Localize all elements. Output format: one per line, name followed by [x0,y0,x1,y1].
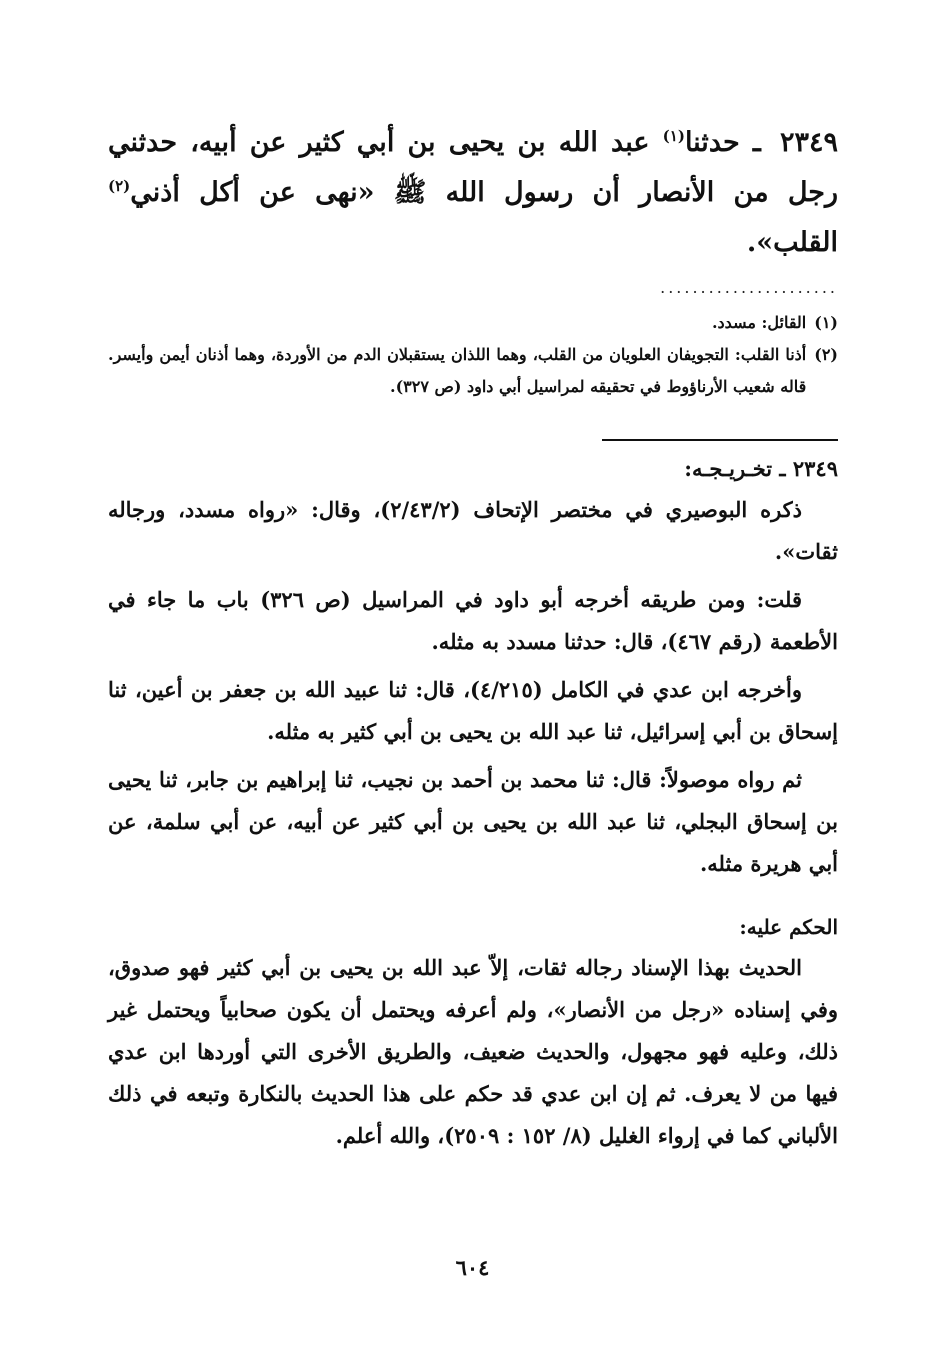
footnote-2 [108,339,838,403]
hadith-text [108,118,838,268]
footnote-ref-2[interactable]: (٢) [108,177,131,195]
hukm-body [108,947,838,1157]
footnote-text: القائل: مسدد. [711,313,807,332]
footnote-number: (١) [814,313,838,332]
hadith-line2-end: القلب». [746,227,838,258]
hadith-line1-end: عبد الله بن يحيى بن أبي كثير عن أبيه، [190,127,663,158]
hukm-title: الحكم عليه: [739,915,838,939]
page-number: ٦٠٤ [455,1255,490,1280]
footnote-1 [108,307,838,339]
hukm-paragraph: الحديث بهذا الإسناد رجاله ثقات، إلاّ عبد الله بن يحيى بن أبي كثير فهو صدوق، وفي إسناده «رجل من الأنصار»، ولم أعرفه ويحتمل أن يكون صحابياً ويحتمل غير ذلك، وعليه فهو مجهول، والحديث ضعيف، والطريق الأخرى التي أوردها ابن عدي فيها من لا يعرف. ثم إن ابن عدي قد حكم على هذا الحديث بالنكارة وتبعه في ذلك الألباني كما في إرواء الغليل (٨/ ١٥٢ : ٢٥٠٩)، والله أعلم. [108,955,838,1148]
takhrij-body [108,489,838,885]
takhrij-paragraph: وأخرجه ابن عدي في الكامل (٤/٢١٥)، قال: ثنا عبيد الله بن جعفر بن أعين، ثنا إسحاق بن أبي إسرائيل، ثنا عبد الله بن يحيى بن أبي كثير به مثله. [108,677,838,744]
footnote-number: (٢) [814,345,838,364]
footnote-separator: ...................... [660,278,838,297]
takhrij-paragraph: ذكره البوصيري في مختصر الإتحاف (٢/٤٣/٢)، وقال: «رواه مسدد، ورجاله ثقات». [108,497,838,564]
hadith-line2-start: حدثني رجل من الأنصار أن رسول الله ﷺ «نهى عن أكل أذني [108,127,838,208]
footnote-ref-1[interactable]: (١) [662,127,685,145]
hadith-line1-start: حدثنا [684,127,740,158]
footnote-text: أذنا القلب: التجويفان العلويان من القلب، وهما اللذان يستقبلان الدم من الأوردة، وهما أذنان أيمن وأيسر. قاله شعيب الأرناؤوط في تحقيقه لمراسيل أبي داود (ص ٣٢٧). [108,345,807,396]
takhrij-title: ٢٣٤٩ ـ تخـريـجـه: [684,456,838,481]
hadith-dash: ـ [752,127,761,158]
footnotes [108,307,838,403]
page-content [108,118,838,1163]
takhrij-paragraph: قلت: ومن طريقه أخرجه أبو داود في المراسيل (ص ٣٢٦) باب ما جاء في الأطعمة (رقم ٤٦٧)، قال: حدثنا مسدد به مثله. [108,587,838,654]
takhrij-paragraph: ثم رواه موصولاً: قال: ثنا محمد بن أحمد بن نجيب، ثنا إبراهيم بن جابر، ثنا يحيى بن إسحاق البجلي، ثنا عبد الله بن يحيى بن أبي كثير عن أبيه، عن أبي سلمة، عن أبي هريرة مثله. [108,767,838,876]
section-rule [602,439,838,441]
hadith-number: ٢٣٤٩ [780,127,839,158]
